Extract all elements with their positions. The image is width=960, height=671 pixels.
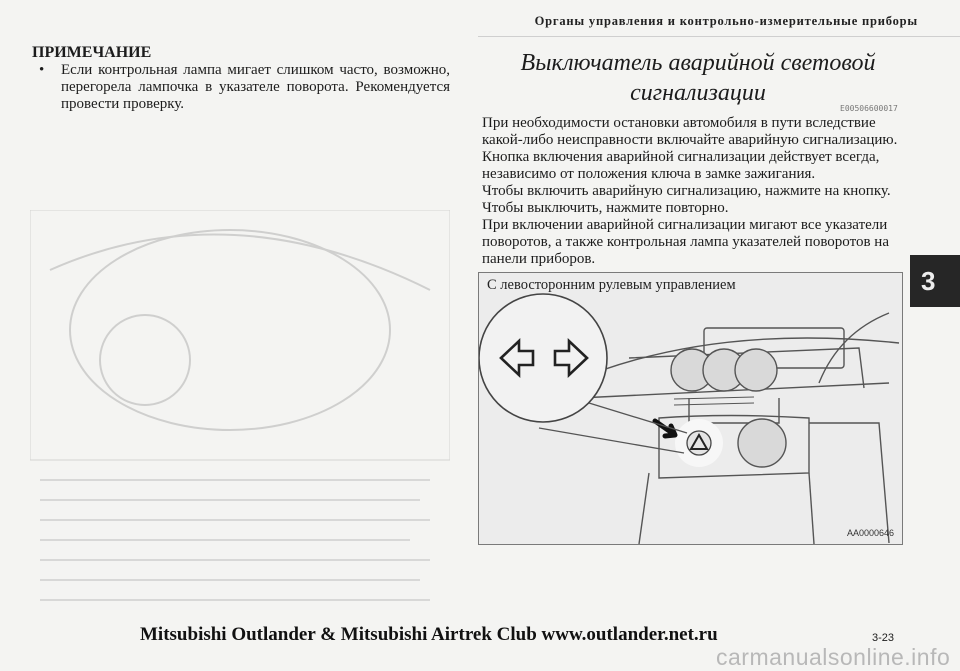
footer-text: Mitsubishi Outlander & Mitsubishi Airtrek Club www.outlander.net.ru	[140, 624, 718, 645]
page-number: 3-23	[872, 632, 895, 644]
note-title: ПРИМЕЧАНИЕ	[32, 44, 152, 61]
figure-caption: С левосторонним рулевым управлением	[487, 277, 736, 293]
section-body	[482, 115, 902, 268]
dashboard-illustration	[479, 273, 902, 544]
paragraph: Кнопка включения аварийной сигнализации действует всегда, независимо от положения ключа в замке зажигания.	[482, 149, 880, 182]
paragraph: При включении аварийной сигнализации мигают все указатели поворотов, а также контрольная лампа указателей поворотов на панели приборов.	[482, 217, 889, 267]
chapter-tab: 3	[910, 255, 960, 307]
paragraph: Чтобы включить аварийную сигнализацию, нажмите на кнопку. Чтобы выключить, нажмите повторно.	[482, 183, 891, 216]
note-body	[39, 62, 450, 113]
header-divider	[478, 36, 960, 37]
running-header: Органы управления и контрольно-измерительные приборы	[534, 14, 918, 28]
section-code: E00506600017	[840, 104, 898, 113]
dashboard-figure	[478, 272, 903, 545]
paragraph: При необходимости остановки автомобиля в пути вследствие какой-либо неисправности включайте аварийную сигнализацию.	[482, 115, 898, 148]
watermark: carmanualsonline.info	[716, 644, 951, 670]
bullet-icon: •	[39, 62, 45, 78]
section-title: Выключатель аварийной световой сигнализации	[520, 50, 876, 106]
note-text: Если контрольная лампа мигает слишком часто, возможно, перегорела лампочка в указателе поворота. Рекомендуется провести проверку.	[61, 62, 450, 112]
figure-code: AA0000646	[846, 528, 894, 538]
bleed-through-background	[30, 210, 450, 630]
